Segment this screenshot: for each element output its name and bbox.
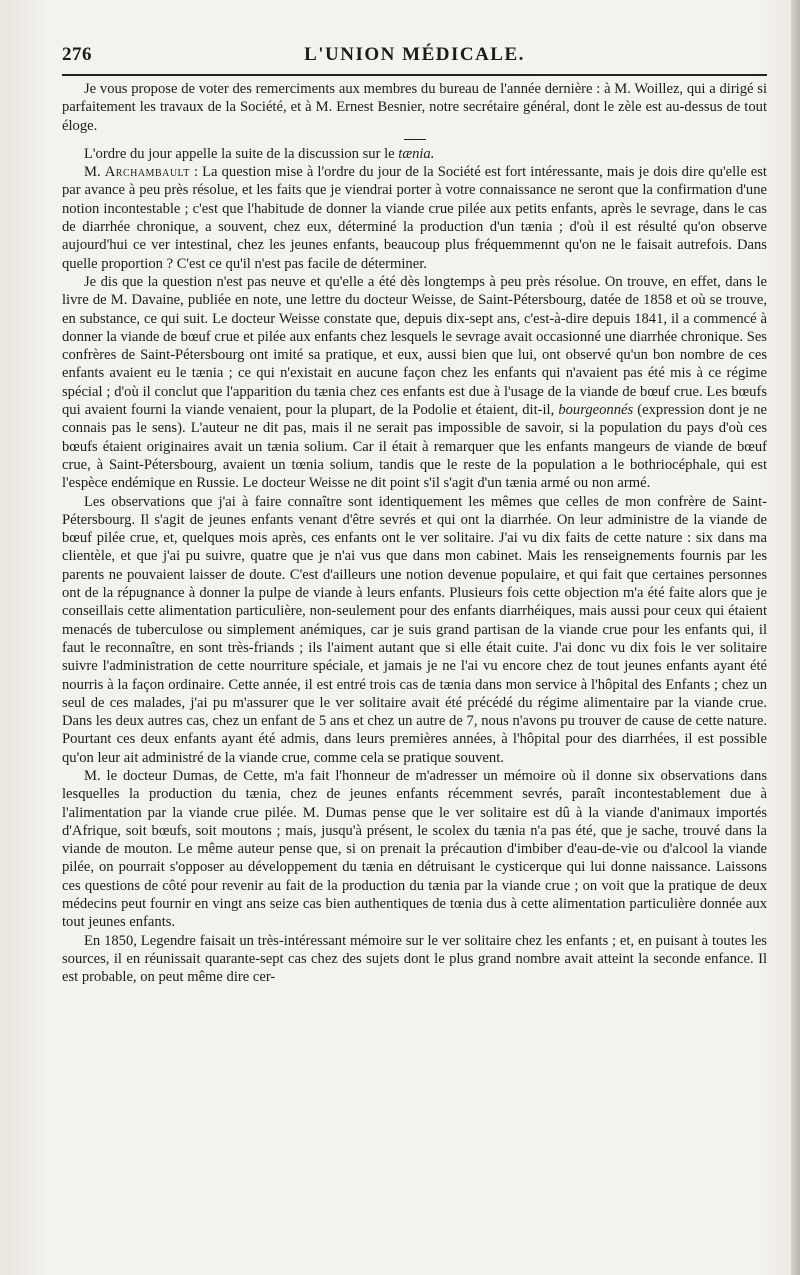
running-title: L'UNION MÉDICALE. xyxy=(304,44,525,65)
section-separator xyxy=(404,139,426,140)
weisse-text-b: (expression dont je ne connais pas le sens). L'auteur ne dit pas, mais il ne serait pas impossible de savoir, si la population du pays d'où ces bœufs étaient originaires avait un tænia solium. Car il était à remarquer que les enfants mangeurs de viande de bœuf crue, à Saint-Pétersbourg, avaient un tœnia solium, tandis que le reste de la population a le bothriocéphale, qui est l'espèce endémique en Russie. Le docteur Weisse ne dit point s'il s'agit d'un tænia armé ou non armé. xyxy=(62,402,768,492)
weisse-term: bourgeonnés xyxy=(558,402,634,419)
page-edge xyxy=(791,0,800,1275)
weisse-text-a: Je dis que la question n'est pas neuve et qu'elle a été dès longtemps à peu près résolue. On trouve, en effet, dans le livre de M. Davaine, publiée en note, une lettre du docteur Weisse, de Saint-Pétersbourg, datée de 1858 et où se trouve, en substance, ce qui suit. Le docteur Weisse constate que, depuis dix-sept ans, c'est-à-dire depuis 1841, il a commencé à donner la viande de bœuf crue et pilée aux enfants chez lesquels le sevrage avait occasionné une diarrhée chronique. Ses confrères de Saint-Pétersbourg ont imité sa pratique, et eux, aussi bien que lui, ont observé qu'un bon nombre de ces enfants avaient eu le tænia ; ce qui n'existait en aucune façon chez les enfants qui n'avaient pas été mis à ce régime spécial ; d'où il conclut que l'apparition du tænia chez ces enfants est due à l'usage de la viande de bœuf crue. Les bœufs qui avaient fourni la viande venaient, pour la plupart, de la Podolie et étaient, dit-il, xyxy=(62,273,767,419)
paragraph-agenda xyxy=(62,145,767,163)
agenda-topic: tænia. xyxy=(398,145,435,162)
speaker-text: : La question mise à l'ordre du jour de la Société est fort intéressante, mais je dois dire qu'elle est par avance à peu près résolue, et les faits que je viendrai porter à votre connaissance ne seront que la confirmation d'une notion incontestable ; c'est que l'habitude de donner la viande crue pilée aux petits enfants, après le sevrage, dans le cas de diarrhée chronique, a souvent, chez eux, déterminé la production d'un tænia ; d'où il est résulté qu'on observe aujourd'hui ce ver intestinal, chez les jeunes enfants, beaucoup plus fréquemmennt qu'on ne le faisait autrefois. Dans quelle proportion ? C'est ce qu'il n'est pas facile de déterminer. xyxy=(62,164,767,272)
paragraph-thanks: Je vous propose de voter des remerciments aux membres du bureau de l'année dernière : à M. Woillez, qui a dirigé si parfaitement les travaux de la Société, et à M. Ernest Besnier, notre secrétaire général, dont le zèle est au-dessus de tout éloge. xyxy=(62,81,767,134)
agenda-text: L'ordre du jour appelle la suite de la discussion sur le xyxy=(84,145,399,162)
paragraph-dumas: M. le docteur Dumas, de Cette, m'a fait l'honneur de m'adresser un mémoire où il donne six observations dans lesquelles la production du tænia, chez de jeunes enfants récemment sevrés, paraît incontestablement due à l'alimentation par la viande crue pilée. M. Dumas pense que le ver solitaire est dû à la viande d'animaux importés d'Afrique, soit bœufs, soit moutons ; mais, jusqu'à présent, le scolex du tænia n'a pas été, que je sache, trouvé dans la viande de mouton. Le même auteur pense que, si on prenait la précaution d'imbiber d'eau-de-vie ou d'alcool la viande pilée, on pourrait s'opposer au développement du tænia en détruisant le cysticerque qui lui donne naissance. Laissons ces questions de côté pour revenir au fait de la production du tænia par la viande crue ; on voit que la pratique de deux médecins peut fournir en vingt ans seize cas bien authentiques de tœnia dus à cette alimentation particulière donnée aux tout jeunes enfants. xyxy=(62,767,767,931)
body-text xyxy=(62,80,767,987)
page-header xyxy=(62,40,767,70)
paragraph-legendre: En 1850, Legendre faisait un très-intéressant mémoire sur le ver solitaire chez les enfants ; et, en puisant à toutes les sources, il en réunissait quarante-sept cas chez des sujets dont le plus grand nombre avait atteint la seconde enfance. Il est probable, on peut même dire cer- xyxy=(62,932,767,986)
paragraph-observations: Les observations que j'ai à faire connaître sont identiquement les mêmes que celles de mon confrère de Saint-Pétersbourg. Il s'agit de jeunes enfants venant d'être sevrés et qui ont la diarrhée. On leur administre de la viande de bœuf pilée crue, et, quelques mois après, ces enfants ont le ver solitaire. J'ai vu dix faits de cette nature : six dans ma clientèle, et que j'ai pu suivre, quatre que je n'ai vus que dans mon cabinet. Mais les renseignements fournis par les parents ne pouvaient laisser de doute. C'est d'ailleurs une notion devenue populaire, et qui fait que certaines personnes ont de la répugnance à donner la pulpe de viande à leurs enfants. Plusieurs fois cette objection m'a été faite alors que je conseillais cette alimentation particulière, non-seulement pour des enfants diarrhéiques, mais aussi pour ceux qui étaient menacés de tuberculose ou simplement anémiques, car je suis grand partisan de la viande crue pour les enfants qui, il faut le reconnaître, en sont très-friands ; ils l'aiment autant que si elle était cuite. J'ai donc vu dix fois le ver solitaire suivre l'administration de cette nourriture spéciale, et jamais je ne l'ai vu encore chez de tout jeunes enfants ayant été nourris à la façon ordinaire. Cette année, il est entré trois cas de tænia dans mon service à l'hôpital des Enfants ; chez un seul de ces malades, j'ai pu m'assurer que le ver solitaire avait été précédé du régime alimentaire par la viande crue. Dans les deux autres cas, chez un enfant de 5 ans et chez un autre de 7, nous n'avons pu trouver de cause de cette nature. Pourtant ces deux enfants ayant été admis, dans leurs premières années, à l'hôpital pour des diarrhées, il est possible qu'on leur ait administré de la viande crue, comme cela se pratique souvent. xyxy=(62,493,767,766)
paragraph-archambault xyxy=(62,163,767,273)
header-rule xyxy=(62,74,767,76)
paragraph-weisse xyxy=(62,273,767,493)
page-number: 276 xyxy=(62,44,92,65)
speaker-prefix: M. xyxy=(84,164,105,181)
speaker-name: Archambault xyxy=(104,164,190,181)
